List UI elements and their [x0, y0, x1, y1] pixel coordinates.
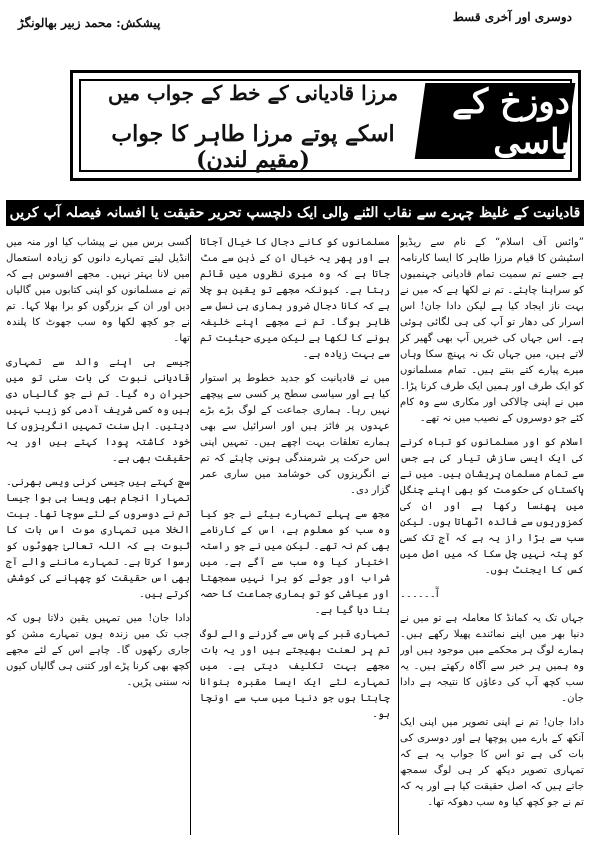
headline-line-1: مرزا قادیانی کے خط کے جواب میں [107, 81, 399, 105]
strap-text: قادیانیت کے غلیظ چہرے سے نقاب الٹنے والی ایک دلچسپ تحریر حقیقت یا افسانہ فیصلہ آپ کریں [9, 205, 581, 221]
paragraph: سچ کہتے ہیں جیسی کرنی ویسی بھرنی۔ تمہارا انجام بھی ویسا ہی ہوا جیسا تم نے دوسروں کے لئے سوچا تھا۔ بیت الخلا میں تمہاری موت اس بات کا ثبوت ہے کہ اللہ تعالیٰ جھوٹوں کو رسوا کرتا ہے۔ تمہارے ماننے والے آج بھی اس حقیقت کو چھپانے کی کوشش کرتے ہیں۔ [6, 477, 190, 600]
column-rule-1 [398, 235, 399, 835]
masthead-box [70, 70, 581, 181]
credit-line: پیشکش: محمد زبیر بھالونگڑ [18, 16, 161, 30]
column-middle [200, 235, 390, 835]
dozakh-title: دوزخ کے باسی [452, 81, 570, 162]
paragraph: مجھ سے پہلے تمہارے بیٹے نے جو کیا وہ سب کو معلوم ہے، اس کے کارنامے بھی کم نہ تھے۔ لیکن میں نے جو راستہ اختیار کیا وہ سب سے آگے ہے۔ میں شراب اور جوئے کو برا نہیں سمجھتا اور عیاشی کو تو ہماری جماعت کا حصہ بنا دیا گیا ہے۔ [200, 509, 390, 616]
paragraph: جہاں تک یہ کمانڈ کا معاملہ ہے تو میں نے دنیا بھر میں اپنے نمائندے پھیلا رکھے ہیں۔ ہمارے لوگ ہر محکمے میں موجود ہیں اور وہ ہمیں ہر خبر سے آگاہ رکھتے ہیں۔ یہ سب کچھ آپ کی دعاؤں کا نتیجہ ہے دادا جان۔ [400, 613, 584, 704]
column-left [6, 235, 190, 835]
column-rule-2 [190, 235, 191, 835]
top-meta [0, 0, 590, 60]
dozakh-title-banner [415, 81, 576, 162]
paragraph: کسی برس میں نے پیشاب کیا اور منہ میں انڈیل لیتے تمہارے دانوں کو زیادہ استعمال میں لانا بہتر نہیں۔ مجھے افسوس ہے کہ تم نے مسلمانوں کو اپنی کتابوں میں گالیاں دیں اور ان کے بزرگوں کو برا بھلا کہا۔ تم نے جو کچھ لکھا وہ سب جھوٹ کا پلندہ تھا۔ [6, 237, 190, 344]
paragraph: مسلمانوں کو کانے دجال کا خیال آجاتا ہے اور پھر یہ خیال ان کے ذہن سے مٹ جاتا ہے کہ وہ میری نظروں میں قائم رہتا ہے۔ کیونکہ مجھے تو یقین ہو چلا ہے کہ کانا دجال ضرور ہماری ہی نسل سے ظاہر ہوگا۔ تم نے مجھے اپنے خلیفہ ہونے کا لکھا ہے لیکن میری حیثیت تم سے بہت زیادہ ہے۔ [200, 237, 390, 360]
paragraph-end-marker: آٓ۔۔۔۔۔۔ [400, 589, 439, 600]
paragraph: اسلام کو اور مسلمانوں کو تباہ کرنے کی ایک ایسی سازش تیار کی ہے جس سے تمام مسلمان پریشان ہیں۔ میں نے پاکستان کی حکومت کو بھی اپنے چنگل میں پھنسا رکھا ہے اور ان کی کمزوریوں سے فائدہ اٹھاتا ہوں۔ لیکن سب سے بڑا راز یہ ہے کہ آج تک کسی کو پتہ نہیں چل سکا کہ میں اصل میں کس کا ایجنٹ ہوں۔ [400, 437, 584, 576]
headline-line-2: اسکے پوتے مرزا طاہر کا جواب (مقیم لندن) [111, 121, 395, 173]
strap-banner [6, 200, 584, 226]
paragraph: دادا جان! میں تمہیں یقین دلاتا ہوں کہ جب تک میں زندہ ہوں تمہارے مشن کو جاری رکھوں گا۔ چاہے اس کے لئے مجھے کچھ بھی کرنا پڑے اور کتنی ہی گالیاں کیوں نہ سننی پڑیں۔ [6, 613, 190, 688]
paragraph: دادا جان! تم نے اپنی تصویر میں اپنی ایک آنکھ کے بارے میں پوچھا ہے اور دوسری کی بات کی ہے تو اس کا جواب یہ ہے کہ تمہاری تصویر دیکھ کر ہی لوگ سمجھ جاتے ہیں کہ اصل حقیقت کیا ہے اور یہ کہ تم نے جو کچھ کیا وہ سب دھوکہ تھا۔ [400, 717, 584, 808]
paragraph: جیسے ہی اپنے والد سے تمہاری قادیانی نبوت کی بات سنی تو میں حیران رہ گیا۔ تم نے جو گالیاں دی ہیں وہ کسی شریف آدمی کو زیب نہیں دیتیں۔ اہل سنت تمہیں انگریزوں کا خود کاشتہ پودا کہتے ہیں اور یہ حقیقت بھی ہے۔ [6, 357, 190, 464]
column-right [400, 235, 584, 835]
paragraph: میں نے قادیانیت کو جدید خطوط پر استوار کیا ہے اور سیاسی سطح پر کسی سے پیچھے نہیں رہا۔ ہماری جماعت کے لوگ بڑے بڑے عہدوں پر فائز ہیں اور اسرائیل سے بھی ہمارے تعلقات بہت اچھے ہیں۔ تمہیں اپنی اس حرکت پر شرمندگی ہونی چاہئے کہ تم نے انگریزوں کی خوشامد میں ساری عمر گزار دی۔ [200, 373, 390, 496]
paragraph: تمہاری قبر کے پاس سے گزرنے والے لوگ تم پر لعنت بھیجتے ہیں اور یہ بات مجھے بہت تکلیف دیتی ہے۔ میں تمہارے لئے ایک ایسا مقبرہ بنوانا چاہتا ہوں جو دنیا میں سب سے اونچا ہو۔ [200, 629, 390, 720]
paragraph: ”وائس آف اسلام“ کے نام سے ریڈیو اسٹیشن کا قیام مرزا طاہر کا ایسا کارنامہ ہے جسے تم سمیت تمام قادیانی جہنمیوں کو سراہنا چاہئے۔ تم نے لکھا ہے کہ میں نے بہت ناز ایجاد کیا ہے لیکن دادا جان! اس اسرار کی دھار تو آپ کی ہی لگائی ہوئی ہے۔ اس جہاں کی خبریں آپ بھی گھیر کر لاتے ہیں، میں جہاں تک نہ پہنچ سکا وہاں میرے پیارے کتے بنتے ہیں۔ تمام مسلمانوں کو ایک طرف اور ہمیں ایک طرف کرنا پڑا۔ میں نے اپنی چالاکی اور مکاری سے وہ کام کئے جو دوسروں کے نصیب میں نہ تھے۔ [400, 237, 584, 424]
series-note: دوسری اور آخری قسط [452, 10, 572, 24]
